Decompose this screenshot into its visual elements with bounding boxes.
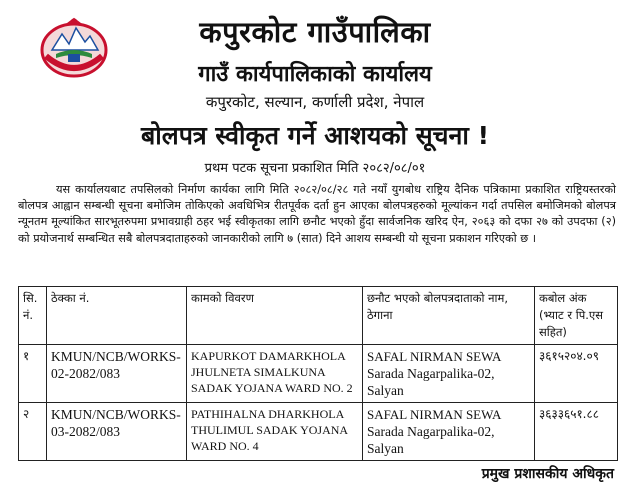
header-amount: कबोल अंक (भ्याट र पि.एस सहित) [535,287,618,345]
row-contract-no: KMUN/NCB/WORKS-03-2082/083 [47,403,187,461]
municipality-name: कपुरकोट गाउँपालिका [199,15,431,49]
bidder-address: Sarada Nagarpalika-02, Salyan [367,366,495,398]
table-row [19,403,618,461]
bid-table [18,286,618,461]
bidder-name: SAFAL NIRMAN SEWA [367,349,502,364]
row-amount: ३६३३६५१.८८ [535,403,618,461]
row-contract-no: KMUN/NCB/WORKS-02-2082/083 [47,345,187,403]
row-bidder [363,345,535,403]
row-work: PATHIHALNA DHARKHOLA THULIMUL SADAK YOJANA WARD NO. 4 [187,403,363,461]
row-sn: १ [19,345,47,403]
office-name: गाउँ कार्यपालिकाको कार्यालय [198,62,432,87]
bidder-name: SAFAL NIRMAN SEWA [367,407,502,422]
signature-title: प्रमुख प्रशासकीय अधिकृत [481,466,614,482]
office-address: कपुरकोट, सल्यान, कर्णाली प्रदेश, नेपाल [205,93,425,111]
header-bidder: छनौट भएको बोलपत्रदाताको नाम, ठेगाना [363,287,535,345]
row-bidder [363,403,535,461]
bidder-address: Sarada Nagarpalika-02, Salyan [367,424,495,456]
publish-date: प्रथम पटक सूचना प्रकाशित मिति २०८२/०८/०१ [204,161,426,176]
row-amount: ३६१५२०४.०९ [535,345,618,403]
header-contract-no: ठेक्का नं. [47,287,187,345]
row-work: KAPURKOT DAMARKHOLA JHULNETA SIMALKUNA SADAK YOJANA WARD NO. 2 [187,345,363,403]
table-row [19,345,618,403]
header-sn: सि. नं. [19,287,47,345]
header-work: कामको विवरण [187,287,363,345]
notice-title: बोलपत्र स्वीकृत गर्ने आशयको सूचना ! [141,121,489,150]
row-sn: २ [19,403,47,461]
notice-body: यस कार्यालयबाट तपसिलको निर्माण कार्यका लागि मिति २०८२/०८/२८ गते नयाँ युगबोध राष्ट्रिय दैनिक पत्रिकामा प्रकाशित राष्ट्रियस्तरको बोलपत्र आह्वान सम्बन्धी सूचना बमोजिम तोकिएको अवधिभित्र रीतपूर्वक दर्ता हुन आएका बोलपत्रहरुको मूल्यांकन गर्दा तपसिल बमोजिमको बोलपत्र न्यूनतम मूल्यांकित सारभूतरुपमा प्रभावग्राही ठहर भई स्वीकृतका लागि छनौट भएको हुँदा सार्वजनिक खरिद ऐन, २०६३ को दफा २७ को उपदफा (२) को प्रयोजनार्थ सम्बन्धित सबै बोलपत्रदाताहरुको जानकारीको लागि ७ (सात) दिने आशय सम्बन्धी यो सूचना प्रकाशन गरिएको छ । [18,183,616,245]
table-header-row [19,287,618,345]
